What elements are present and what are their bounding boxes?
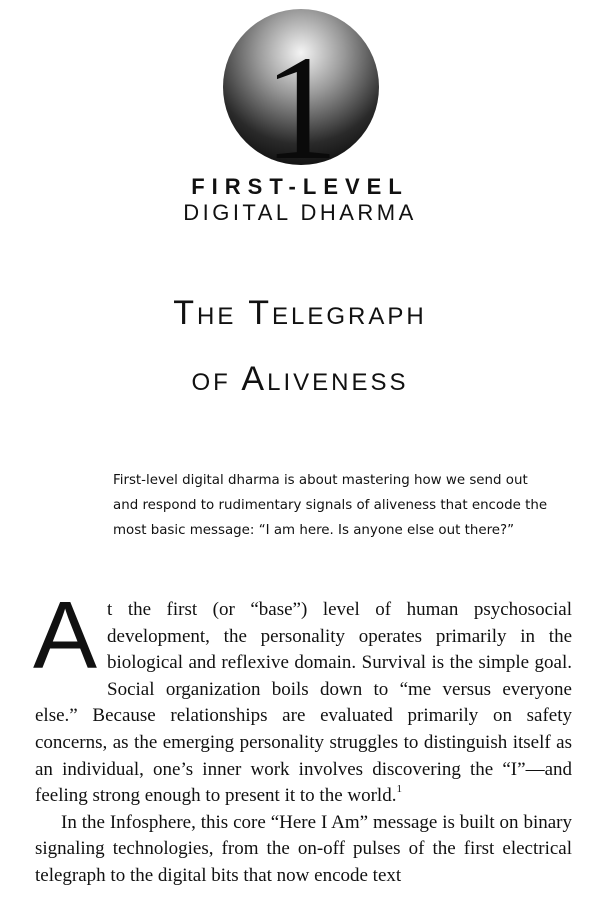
- epigraph: [113, 468, 553, 543]
- chapter-emblem: [222, 8, 380, 166]
- chapter-title-line2: of Aliveness: [191, 360, 409, 398]
- paragraph-2: In the Infosphere, this core “Here I Am” message is built on binary signaling technologies, from the on-off pulses of the first electrical telegraph to the digital bits that now encode text: [35, 811, 572, 886]
- paragraph-1-text: t the first (or “base”) level of human psychosocial development, the personality operates primarily in the biological and reflexive domain. Survival is the simple goal. Social organization boils down to “me versus everyone else.” Because relationships are evaluated primarily on safety concerns, as the emerging personality struggles to distinguish itself as an individual, one’s inner work involves discovering the “I”—and feeling strong enough to present it to the world.: [35, 599, 572, 807]
- level-label-line1: FIRST-LEVEL: [191, 174, 409, 199]
- body-text: [33, 582, 572, 890]
- chapter-title-line1: The Telegraph: [173, 294, 427, 332]
- epigraph-text: First-level digital dharma is about mastering how we send out and respond to rudimentary signals of aliveness that encode the most basic message: “I am here. Is anyone else out there?”: [113, 473, 548, 538]
- level-label-line2: DIGITAL DHARMA: [183, 200, 417, 225]
- paragraph-1: [33, 582, 572, 810]
- chapter-number-circle: [222, 8, 380, 166]
- footnote-marker: 1: [396, 783, 402, 796]
- drop-cap: A: [33, 582, 98, 689]
- chapter-number: 1: [263, 25, 339, 166]
